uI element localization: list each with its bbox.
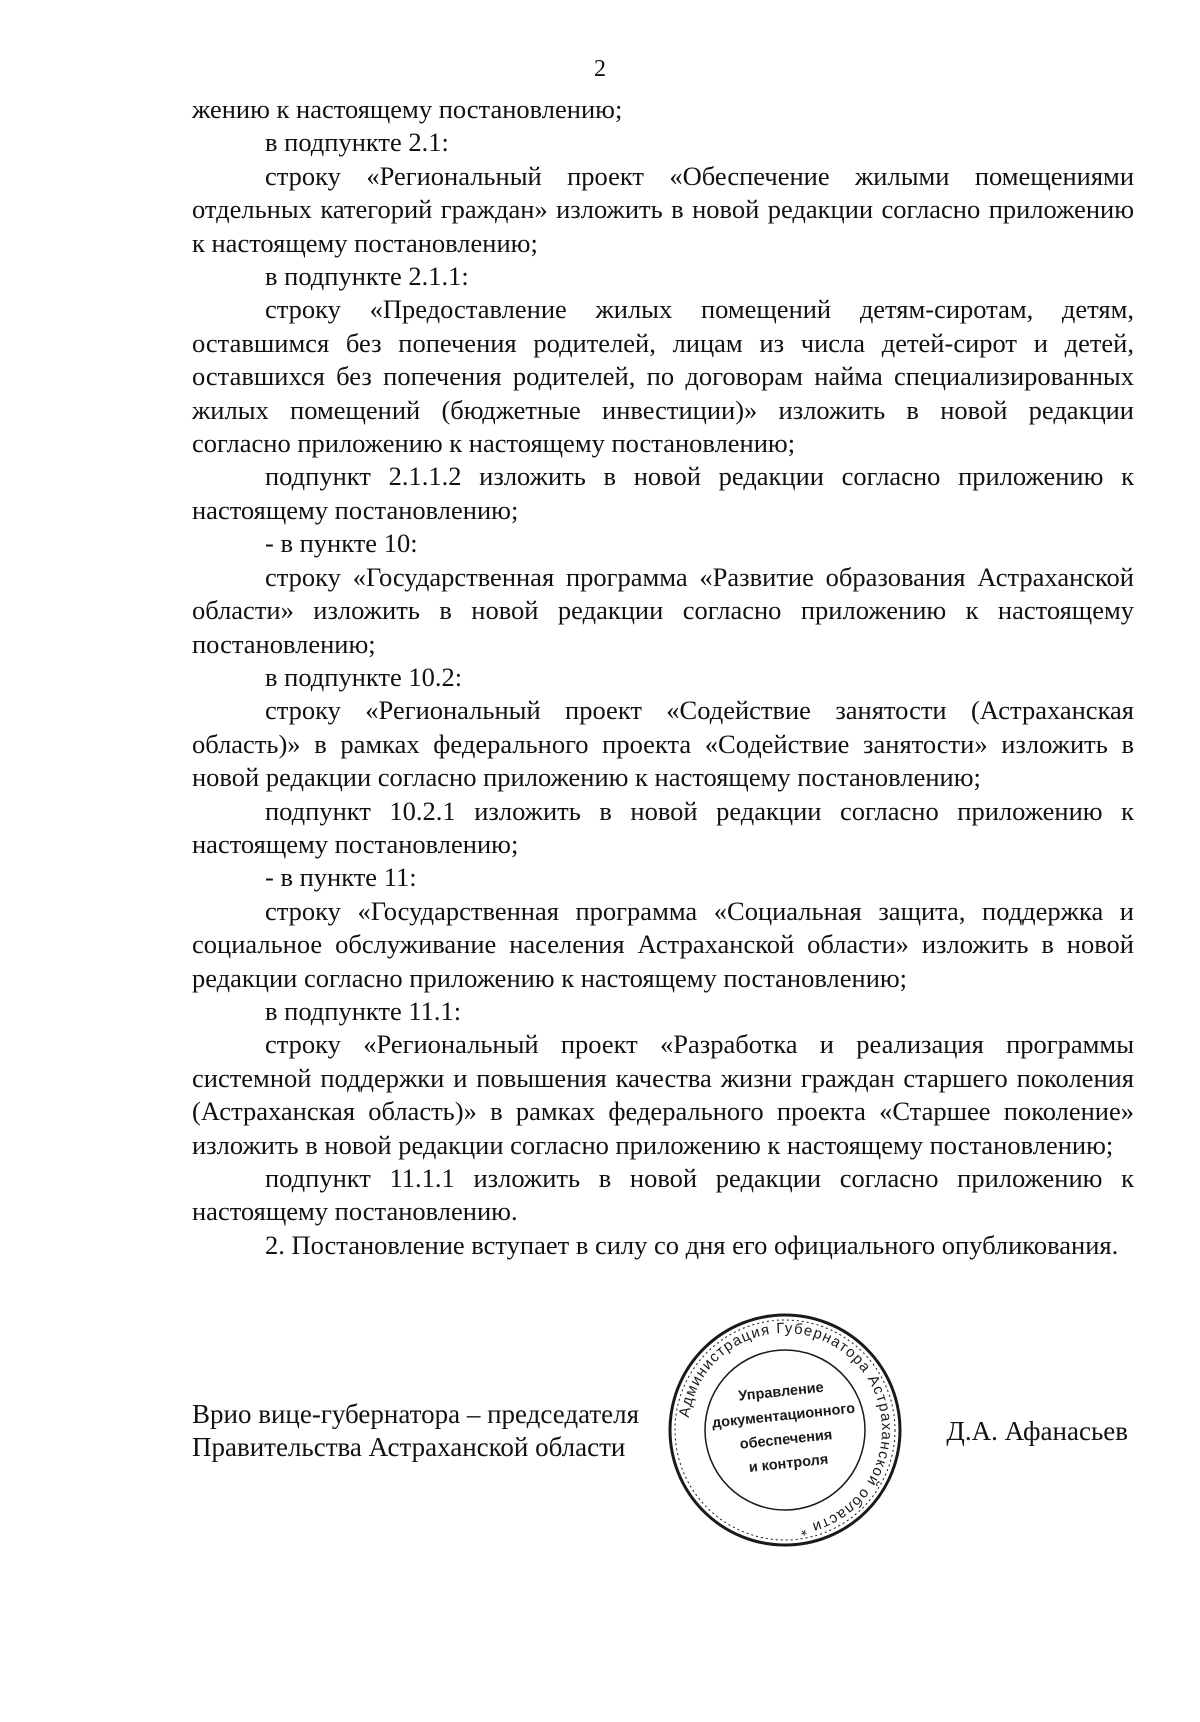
paragraph: подпункт 11.1.1 изложить в новой редакции согласно приложению к настоящему постановлению. xyxy=(192,1163,1134,1227)
seal-graphic xyxy=(665,1310,905,1550)
official-seal xyxy=(665,1310,905,1550)
paragraph: строку «Государственная программа «Развитие образования Астраханской области» изложить в новой редакции согласно приложению к настоящему постановлению; xyxy=(192,561,1134,659)
paragraph: подпункт 10.2.1 изложить в новой редакции согласно приложению к настоящему постановлению; xyxy=(192,795,1134,859)
seal-inner-line: Управление xyxy=(737,1379,825,1405)
signature-block xyxy=(192,1398,639,1464)
signer-position-line-2: Правительства Астраханской области xyxy=(192,1432,626,1462)
document-body xyxy=(192,93,1134,1262)
signer-position-line-1: Врио вице-губернатора – председателя xyxy=(192,1399,640,1429)
paragraph: в подпункте 10.2: xyxy=(265,661,463,692)
paragraph: строку «Региональный проект «Разработка и реализация программы системной поддержки и повышения качества жизни граждан старшего поколения (Астраханская область)» в рамках федерального проекта «Старшее поколение» изложить в новой редакции согласно приложению к настоящему постановлению; xyxy=(192,1029,1134,1160)
paragraph: жению к настоящему постановлению; xyxy=(192,94,623,124)
signer-name: Д.А. Афанасьев xyxy=(946,1416,1128,1446)
paragraph: в подпункте 11.1: xyxy=(265,995,462,1026)
paragraph: - в пункте 10: xyxy=(265,528,418,559)
paragraph: строку «Государственная программа «Социальная защита, поддержка и социальное обслуживание населения Астраханской области» изложить в новой редакции согласно приложению к настоящему постановлению; xyxy=(192,895,1134,993)
page-number: 2 xyxy=(594,56,606,82)
seal-outer-text: Администрация Губернатора Астраханской области * xyxy=(675,1319,896,1539)
paragraph: в подпункте 2.1: xyxy=(265,127,449,158)
paragraph: 2. Постановление вступает в силу со дня его официального опубликования. xyxy=(265,1229,1119,1260)
paragraph: подпункт 2.1.1.2 изложить в новой редакции согласно приложению к настоящему постановлению; xyxy=(192,461,1134,525)
paragraph: строку «Региональный проект «Обеспечение жилыми помещениями отдельных категорий граждан» изложить в новой редакции согласно приложению к настоящему постановлению; xyxy=(192,160,1134,258)
paragraph: строку «Региональный проект «Содействие занятости (Астраханская область)» в рамках федерального проекта «Содействие занятости» изложить в новой редакции согласно приложению к настоящему постановлению; xyxy=(192,695,1134,793)
paragraph: в подпункте 2.1.1: xyxy=(265,261,469,292)
seal-inner-text xyxy=(709,1377,861,1480)
seal-inner-ring xyxy=(705,1350,865,1510)
seal-inner-line: обеспечения xyxy=(739,1427,834,1453)
paragraph: - в пункте 11: xyxy=(265,862,417,893)
seal-inner-line: и контроля xyxy=(748,1451,830,1476)
seal-inner-line: документационного xyxy=(711,1400,856,1432)
paragraph: строку «Предоставление жилых помещений детям-сиротам, детям, оставшимся без попечения родителей, лицам из числа детей-сирот и детей, оставшихся без попечения родителей, по договорам найма специализированных жилых помещений (бюджетные инвестиции)» изложить в новой редакции согласно приложению к настоящему постановлению; xyxy=(192,294,1134,459)
